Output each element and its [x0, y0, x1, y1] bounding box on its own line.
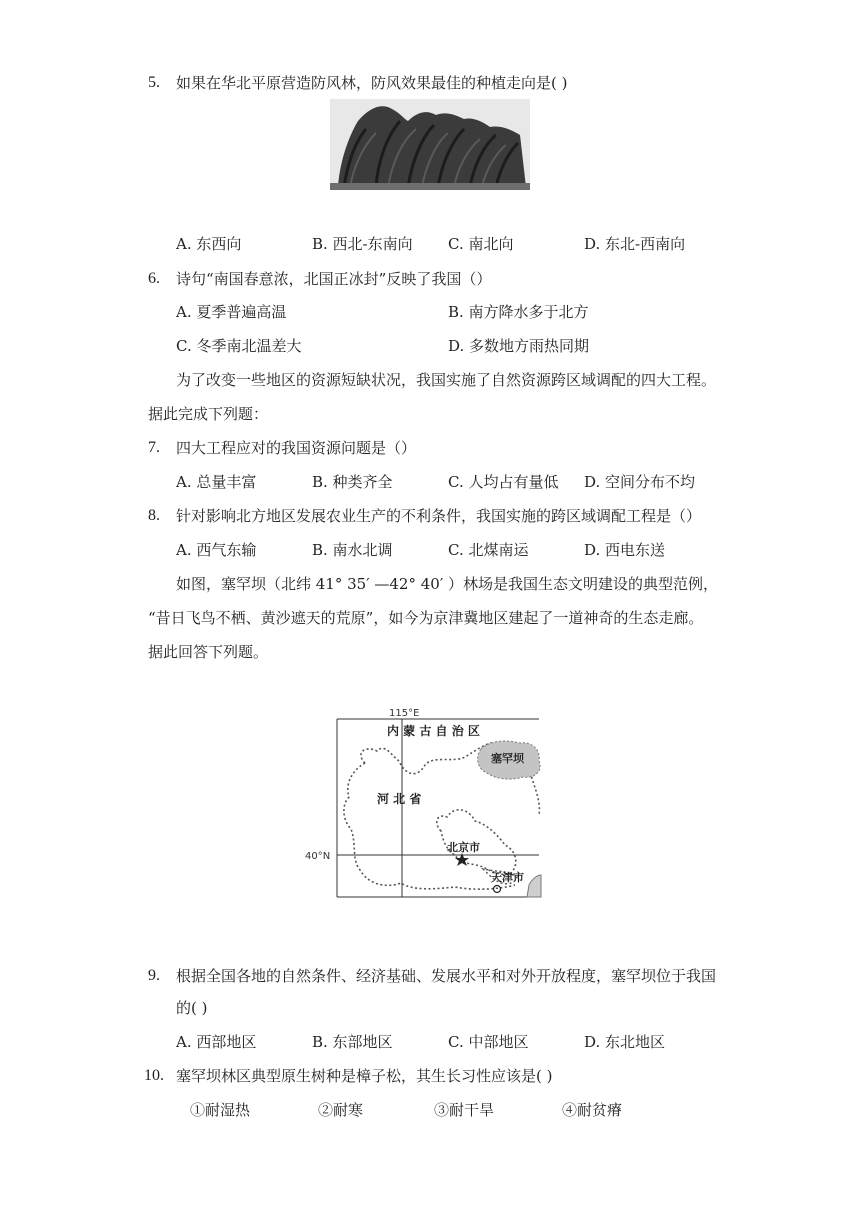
- q10-item-1: ①耐湿热: [190, 1101, 251, 1119]
- q9-number: 9.: [148, 967, 160, 984]
- q9-option-d: D. 东北地区: [584, 1033, 666, 1051]
- q8-option-a: A. 西气东输: [176, 541, 257, 559]
- q6-stem: 诗句“南国春意浓，北国正冰封”反映了我国（）: [176, 270, 492, 288]
- q5-option-b: B. 西北-东南向: [312, 235, 413, 253]
- q7-option-c: C. 人均占有量低: [448, 473, 559, 491]
- q9-option-a: A. 西部地区: [176, 1033, 257, 1051]
- map-lat-label: 40°N: [305, 851, 331, 862]
- intro2-line3: 据此回答下列题。: [148, 643, 269, 661]
- q5-stem: 如果在华北平原营造防风林，防风效果最佳的种植走向是( ): [176, 74, 568, 92]
- q9-option-b: B. 东部地区: [312, 1033, 393, 1051]
- q5-option-a: A. 东西向: [176, 235, 242, 253]
- q7-option-d: D. 空间分布不均: [584, 473, 696, 491]
- q7-option-a: A. 总量丰富: [176, 473, 257, 491]
- q5-option-c: C. 南北向: [448, 235, 514, 253]
- q7-number: 7.: [148, 439, 160, 456]
- q10-item-3: ③耐干旱: [434, 1101, 495, 1119]
- q10-number: 10.: [144, 1067, 164, 1084]
- map-inner-mongolia-label: 内 蒙 古 自 治 区: [387, 724, 480, 738]
- q8-option-b: B. 南水北调: [312, 541, 393, 559]
- q6-option-c: C. 冬季南北温差大: [176, 337, 302, 355]
- intro2-line2: “昔日飞鸟不栖、黄沙遮天的荒原”，如今为京津冀地区建起了一道神奇的生态走廊。: [148, 609, 704, 627]
- q9-stem-line2: 的( ): [176, 999, 208, 1017]
- intro2-line1: 如图，塞罕坝（北纬 41° 35′ —42° 40′ ）林场是我国生态文明建设的典型范例，: [176, 575, 719, 593]
- q6-option-b: B. 南方降水多于北方: [448, 303, 589, 321]
- q8-number: 8.: [148, 507, 160, 524]
- map-saihanba-label: 塞罕坝: [491, 752, 524, 765]
- q10-stem: 塞罕坝林区典型原生树种是樟子松，其生长习性应该是( ): [176, 1067, 553, 1085]
- q10-item-2: ②耐寒: [318, 1101, 364, 1119]
- q8-stem: 针对影响北方地区发展农业生产的不利条件，我国实施的跨区域调配工程是（）: [176, 507, 702, 525]
- q6-option-d: D. 多数地方雨热同期: [448, 337, 590, 355]
- q7-option-b: B. 种类齐全: [312, 473, 393, 491]
- q10-item-4: ④耐贫瘠: [562, 1101, 623, 1119]
- q5-option-d: D. 东北-西南向: [584, 235, 686, 253]
- q9-option-c: C. 中部地区: [448, 1033, 529, 1051]
- map-hebei-label: 河 北 省: [377, 792, 422, 806]
- map-tianjin-label: 天津市: [491, 871, 524, 884]
- q8-option-d: D. 西电东送: [584, 541, 666, 559]
- q6-option-a: A. 夏季普遍高温: [176, 303, 287, 321]
- map-beijing-label: 北京市: [447, 841, 480, 854]
- map-lon-label: 115°E: [389, 708, 420, 719]
- saihanba-location-map: [305, 705, 545, 900]
- windbreak-forest-photo: [330, 99, 530, 190]
- q6-number: 6.: [148, 270, 160, 287]
- intro1-line2: 据此完成下列题：: [148, 405, 269, 423]
- q8-option-c: C. 北煤南运: [448, 541, 529, 559]
- intro1-line1: 为了改变一些地区的资源短缺状况，我国实施了自然资源跨区域调配的四大工程。: [176, 371, 717, 389]
- q7-stem: 四大工程应对的我国资源问题是（）: [176, 439, 417, 457]
- q9-stem-line1: 根据全国各地的自然条件、经济基础、发展水平和对外开放程度，塞罕坝位于我国: [176, 967, 717, 985]
- q5-number: 5.: [148, 74, 160, 91]
